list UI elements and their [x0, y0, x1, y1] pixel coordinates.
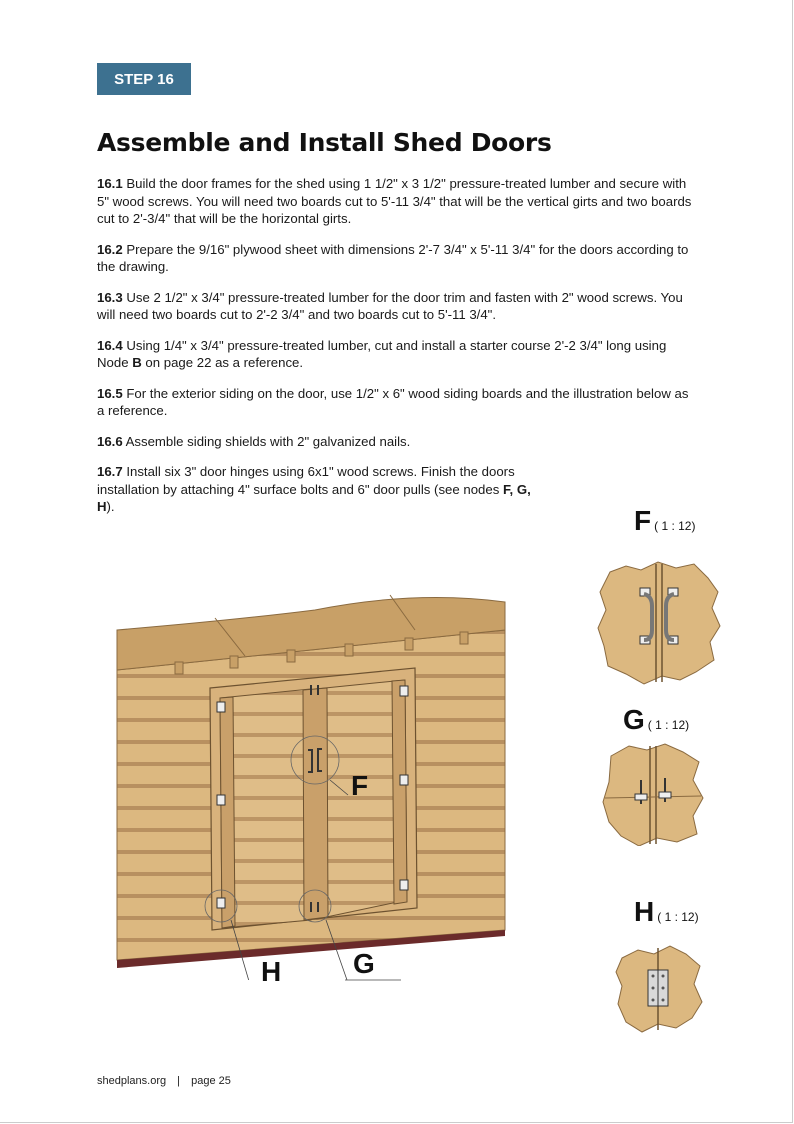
callout-f: F	[351, 770, 369, 801]
node-reference: F, G, H	[97, 481, 531, 514]
step-text: Use 2 1/2" x 3/4" pressure-treated lumber for the door trim and fasten with 2" wood screws. You will need two boards cut to 2'-2 3/4" and two boards cut to 5'-11 3/4".	[97, 289, 683, 322]
step-16-7	[97, 463, 537, 516]
steps-list	[97, 175, 697, 529]
step-number: 16.7	[97, 464, 123, 479]
step-16-5	[97, 385, 697, 420]
node-letter: G	[623, 704, 645, 735]
node-g-detail	[601, 742, 705, 846]
node-g-label	[623, 704, 689, 736]
step-number: 16.1	[97, 176, 123, 191]
step-badge: STEP 16	[97, 63, 191, 95]
page-title: Assemble and Install Shed Doors	[97, 128, 552, 157]
step-text: For the exterior siding on the door, use 1/2" x 6" wood siding boards and the illustration below as a reference.	[97, 385, 689, 418]
shed-door-illustration	[115, 590, 515, 980]
callout-g-underline	[345, 979, 405, 983]
step-number: 16.4	[97, 337, 123, 353]
footer-site: shedplans.org	[97, 1075, 167, 1087]
step-text: Using 1/4" x 3/4" pressure-treated lumber, cut and install a starter course 2'-2 3/4" long using Node	[97, 337, 667, 370]
node-scale: ( 1 : 12)	[657, 910, 699, 924]
step-16-3	[97, 289, 697, 324]
step-text: Assemble siding shields with 2" galvanized nails.	[122, 433, 411, 449]
step-16-1	[97, 175, 697, 228]
step-16-4	[97, 337, 697, 372]
node-scale: ( 1 : 12)	[654, 519, 696, 533]
step-text: Install six 3" door hinges using 6x1" wood screws. Finish the doors installation by attaching 4" surface bolts and 6" door pulls (see nodes	[97, 464, 515, 497]
step-text: Prepare the 9/16" plywood sheet with dimensions 2'-7 3/4" x 5'-11 3/4" for the doors according to the drawing.	[97, 241, 689, 274]
footer-separator: |	[177, 1075, 181, 1087]
callout-h: H	[261, 956, 282, 987]
step-text: ).	[106, 499, 115, 514]
step-text: Build the door frames for the shed using 1 1/2" x 3 1/2" pressure-treated lumber and secure with 5" wood screws. You will need two boards cut to 5'-11 3/4" that will be the vertical girts and two boards cut to 2'-3/4" that will be the horizontal girts.	[97, 176, 692, 226]
node-h-detail	[614, 944, 704, 1034]
node-f-label	[634, 505, 695, 537]
node-h-label	[634, 896, 699, 928]
node-f-detail	[596, 560, 722, 686]
step-text: on page 22 as a reference.	[141, 355, 304, 370]
step-number: 16.6	[97, 433, 123, 449]
footer-page-number: page 25	[191, 1075, 231, 1087]
step-number: 16.3	[97, 289, 123, 305]
step-16-6	[97, 433, 697, 451]
step-16-2	[97, 241, 697, 276]
node-letter: H	[634, 896, 655, 927]
callout-g: G	[353, 948, 375, 979]
node-letter: F	[634, 505, 652, 536]
node-reference: B	[132, 355, 142, 370]
node-scale: ( 1 : 12)	[647, 718, 690, 732]
step-number: 16.2	[97, 241, 123, 257]
step-number: 16.5	[97, 385, 123, 401]
footer	[97, 1075, 231, 1087]
